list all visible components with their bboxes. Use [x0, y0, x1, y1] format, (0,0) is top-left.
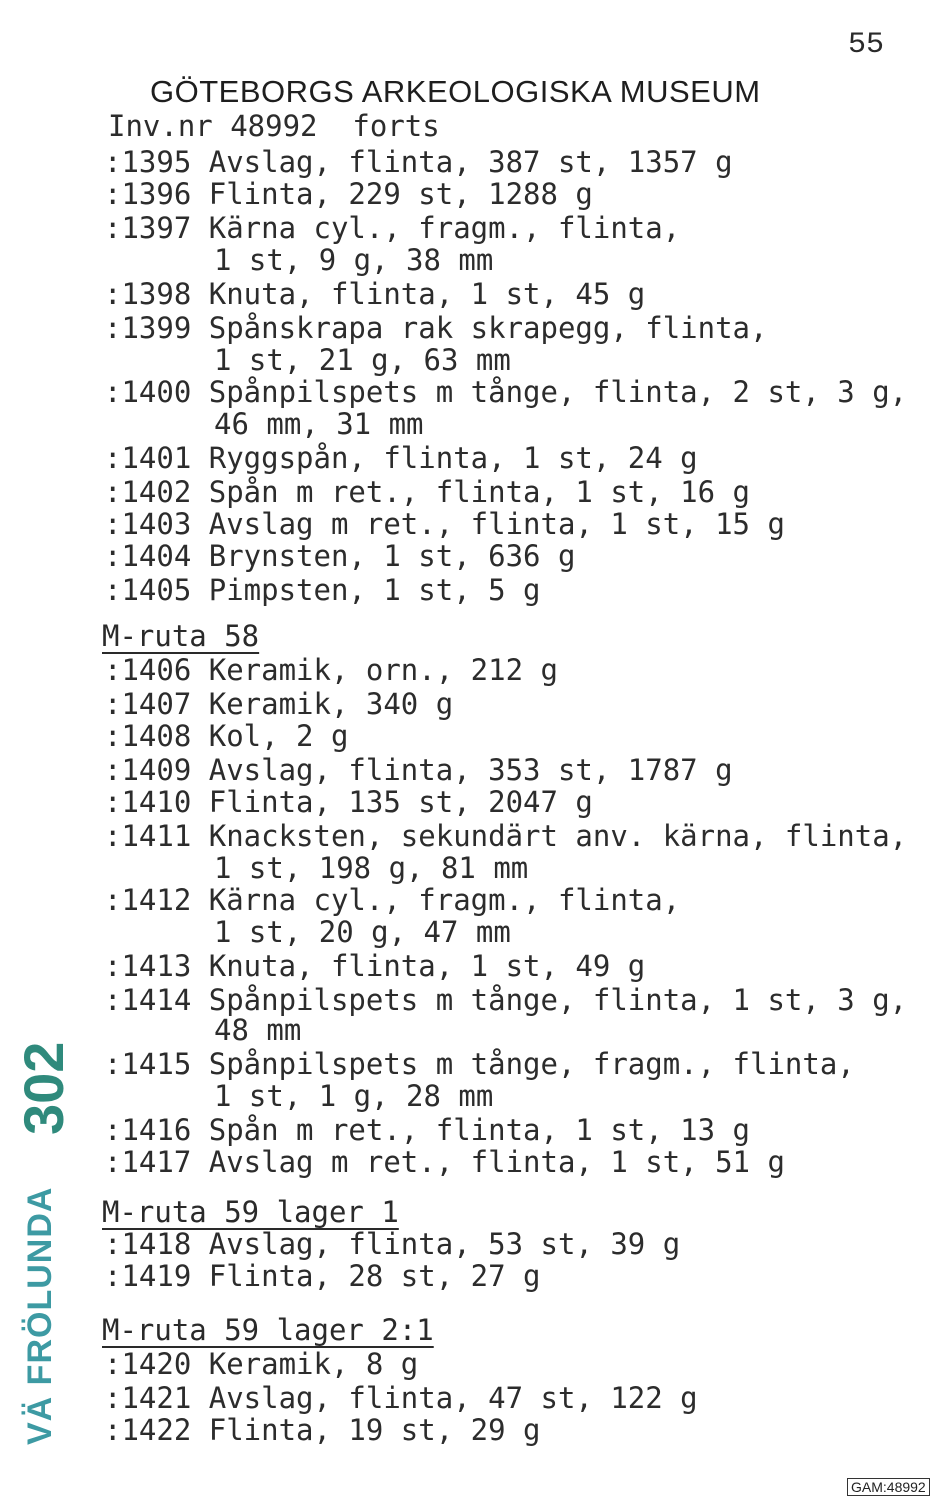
catalog-entry: :1401 Ryggspån, flinta, 1 st, 24 g — [104, 441, 698, 475]
stamp-label — [18, 1187, 62, 1445]
catalog-entry: :1409 Avslag, flinta, 353 st, 1787 g — [104, 753, 733, 787]
catalog-entry: :1404 Brynsten, 1 st, 636 g — [104, 539, 576, 573]
catalog-entry: :1417 Avslag m ret., flinta, 1 st, 51 g — [104, 1145, 785, 1179]
stamp-number-text: 302 — [12, 1041, 75, 1135]
catalog-entry: :1412 Kärna cyl., fragm., flinta, — [104, 883, 681, 917]
section-heading: M-ruta 59 lager 2:1 — [102, 1313, 434, 1347]
catalog-reference: GAM:48992 — [847, 1478, 930, 1496]
section-heading: M-ruta 59 lager 1 — [102, 1195, 399, 1229]
catalog-entry: :1408 Kol, 2 g — [104, 719, 349, 753]
catalog-entry-continuation: 1 st, 1 g, 28 mm — [214, 1079, 494, 1113]
catalog-entry: :1396 Flinta, 229 st, 1288 g — [104, 177, 593, 211]
catalog-entry: :1410 Flinta, 135 st, 2047 g — [104, 785, 593, 819]
catalog-entry: :1406 Keramik, orn., 212 g — [104, 653, 558, 687]
catalog-entry: :1415 Spånpilspets m tånge, fragm., flinta, — [104, 1047, 855, 1081]
section-heading: M-ruta 58 — [102, 619, 260, 653]
catalog-entry: :1420 Keramik, 8 g — [104, 1347, 419, 1381]
catalog-entry-continuation: 46 mm, 31 mm — [214, 407, 424, 441]
catalog-entry: :1411 Knacksten, sekundärt anv. kärna, flinta, — [104, 819, 908, 853]
catalog-entry: :1419 Flinta, 28 st, 27 g — [104, 1259, 541, 1293]
page-title: GÖTEBORGS ARKEOLOGISKA MUSEUM — [150, 74, 761, 109]
catalog-entry: :1395 Avslag, flinta, 387 st, 1357 g — [104, 145, 733, 179]
catalog-entry-continuation: 1 st, 198 g, 81 mm — [214, 851, 529, 885]
catalog-entry: :1405 Pimpsten, 1 st, 5 g — [104, 573, 541, 607]
catalog-entry: :1402 Spån m ret., flinta, 1 st, 16 g — [104, 475, 751, 509]
catalog-entry-continuation: 48 mm — [214, 1013, 302, 1047]
catalog-entry: :1414 Spånpilspets m tånge, flinta, 1 st, 3 g, — [104, 983, 908, 1017]
catalog-entry-continuation: 1 st, 9 g, 38 mm — [214, 243, 494, 277]
catalog-entry: :1403 Avslag m ret., flinta, 1 st, 15 g — [104, 507, 785, 541]
catalog-entry: :1421 Avslag, flinta, 47 st, 122 g — [104, 1381, 698, 1415]
catalog-entry: :1400 Spånpilspets m tånge, flinta, 2 st, 3 g, — [104, 375, 908, 409]
page-number: 55 — [848, 28, 885, 62]
catalog-entry: :1416 Spån m ret., flinta, 1 st, 13 g — [104, 1113, 751, 1147]
catalog-entry: :1398 Knuta, flinta, 1 st, 45 g — [104, 277, 646, 311]
inventory-line: Inv.nr 48992 forts — [108, 109, 440, 143]
stamp-label-text: VÄ FRÖLUNDA — [21, 1186, 59, 1445]
catalog-entry-continuation: 1 st, 20 g, 47 mm — [214, 915, 511, 949]
catalog-entry: :1413 Knuta, flinta, 1 st, 49 g — [104, 949, 646, 983]
stamp-number — [14, 1042, 74, 1135]
catalog-entry: :1422 Flinta, 19 st, 29 g — [104, 1413, 541, 1447]
catalog-entry: :1407 Keramik, 340 g — [104, 687, 454, 721]
catalog-entry: :1399 Spånskrapa rak skrapegg, flinta, — [104, 311, 768, 345]
catalog-entry: :1397 Kärna cyl., fragm., flinta, — [104, 211, 681, 245]
catalog-entry: :1418 Avslag, flinta, 53 st, 39 g — [104, 1227, 681, 1261]
catalog-entry-continuation: 1 st, 21 g, 63 mm — [214, 343, 511, 377]
